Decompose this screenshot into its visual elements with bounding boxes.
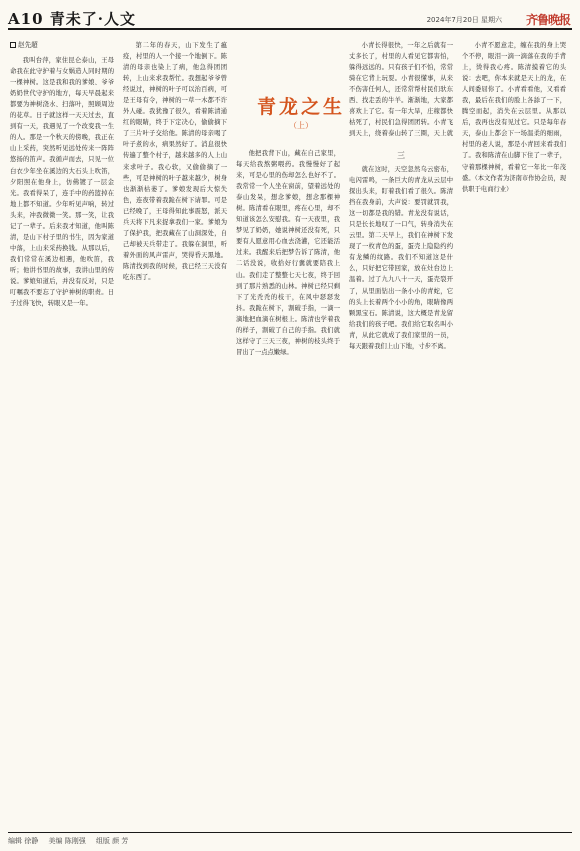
page-footer — [8, 832, 572, 846]
article-column-2 — [123, 40, 227, 828]
article-column-3 — [236, 148, 340, 828]
author-name: 赵先超 — [18, 41, 38, 49]
page-section-label — [8, 8, 136, 29]
design-credit: 美编 陈刚强 — [48, 837, 86, 845]
article-title-block — [231, 96, 371, 140]
section-number: 三 — [397, 151, 405, 160]
article-column-5 — [462, 40, 566, 828]
proof-credit: 组版 颜 芳 — [95, 837, 129, 845]
article-title: 青龙之生 — [256, 96, 345, 118]
editor-credit: 编辑 徐静 — [8, 837, 39, 845]
column-text: 他把我背下山，藏在自己家里，每天给我熬粥喂药。我慢慢好了起来，可是心里的伤却怎么也好不了。我常常一个人坐在窗前，望着远处的泰山发呆，想念爹娘，想念那棵神树。陈清看在眼里，疼在心里，却不知道该怎么安慰我。有一天夜里，我梦见了奶奶，她说神树还没有死，只要有人愿意用心血去浇灌，它还能活过来。我醒来后把梦告诉了陈清，他二话没说，收拾好行囊就要陪我上山。我们走了整整七天七夜，终于回到了那片熟悉的山林。神树已经只剩下了光秃秃的枝干，在风中瑟瑟发抖。我跪在树下，割破手指，一滴一滴地把血滴在树根上。陈清也学着我的样子，割破了自己的手指。我们就这样守了三天三夜，神树的枝头终于冒出了一点点嫩绿。 — [236, 150, 340, 356]
article-subtitle: （上） — [289, 121, 313, 130]
column-text: 小青长得很快，一年之后就有一丈多长了，村里的人看见它都害怕，躲得远远的。只有孩子们不怕，常常骑在它背上玩耍。小青很懂事，从来不伤害任何人，还常常帮村民们驮东西、找走丢的牛羊。渐渐地，大家都喜欢上了它。有一年大旱，庄稼都快枯死了，村民们急得团团转。小青飞到天上，绕着泰山转了三圈，天上就 — [349, 42, 453, 138]
issue-date: 2024年7月20日 星期六 — [426, 16, 502, 24]
section-name: 青未了·人文 — [49, 10, 136, 28]
article-column-4 — [349, 148, 453, 828]
newspaper-logo: 齐鲁晚报 — [525, 13, 570, 27]
column-text: 小青不愿意走，缠在我的身上哭个不停，眼泪一滴一滴落在我的手背上，烫得我心疼。陈清摸着它的头说：去吧，你本来就是天上的龙，在人间委屈你了。小青看看他，又看看我，最后在我们的脸上各舔了一下，腾空而起，消失在云层里。从那以后，我再也没有见过它。只是每年春天，泰山上都会下一场温柔的细雨，村里的老人说，那是小青回来看我们了。我和陈清在山脚下住了一辈子，守着那棵神树，看着它一年比一年茂盛。（本文作者为济南市作协会员，现供职于电商行业） — [462, 42, 566, 193]
column-text: 就在这时，天空忽然乌云密布，电闪雷鸣，一条巨大的青龙从云层中探出头来，盯着我们看了很久。陈清挡在我身前，大声说：要罚就罚我，这一切都是我的错。青龙没有说话，只是长长地叹了一口气，转身消失在云里。第二天早上，我们在神树下发现了一枚青色的蛋，蛋壳上隐隐约约有龙鳞的纹路。我们不知道这是什么，只好把它带回家，放在灶台边上温着。过了九九八十一天，蛋壳裂开了，从里面钻出一条小小的青蛇，它的头上长着两个小小的角，眼睛像两颗黑宝石。陈清说，这大概是青龙留给我们的孩子吧。我们给它取名叫小青，从此它就成了我们家里的一员，每天跟着我们上山下地，寸步不离。 — [349, 166, 453, 350]
column-text: 第二年的春天，山下发生了瘟疫，村里的人一个接一个地倒下。陈清的母亲也染上了病，他急得团团转，上山来求我帮忙。我想起爷爷曾经说过，神树的叶子可以治百病，可是王母有令，神树的一草一木都不许外人碰。我犹豫了很久，看着陈清通红的眼睛，终于下定决心，偷偷摘下了三片叶子交给他。陈清的母亲喝了叶子煮的水，病果然好了。消息很快传遍了整个村子，越来越多的人上山来求叶子。我心软，又偷偷摘了一些，可是神树的叶子越来越少，树身也渐渐枯萎了。爹娘发现后大惊失色，连夜带着我跪在树下请罪。可是已经晚了，王母得知此事震怒，派天兵天将下凡来捉拿我们一家。爹娘为了保护我，把我藏在了山洞深处，自己却被天兵带走了。我躲在洞里，听着外面的风声雷声，哭得昏天黑地。陈清找到我的时候，我已经三天没有吃东西了。 — [123, 42, 227, 281]
page-header — [8, 8, 572, 30]
byline — [10, 40, 114, 51]
column-text: 我叫台萍，家住昆仑泰山，王母命我在此守护着与女娲造人同时期的一棵神树。这是我和我的爹娘、爷爷奶奶世代守护的地方，每天早晨起来都要为神树浇水、扫落叶，照顾周边的花草。日子就这样一天天过去，直到有一天，我遇见了一个改变我一生的人。那是一个秋天的傍晚，我正在山上采药，突然听见远处传来一阵阵悠扬的笛声。我循声而去，只见一位白衣少年坐在溪边的大石头上吹笛，夕阳照在他身上，仿佛镀了一层金光。我看得呆了，连手中的药篮掉在地上都不知道。少年听见声响，转过头来，冲我微微一笑。那一笑，让我记了一辈子。后来我才知道，他叫陈清，是山下村子里的书生，因为家道中落，上山来采药换钱。从那以后，我们常常在溪边相遇，他吹笛，我听；他讲书里的故事，我讲山里的传说。爹娘知道后，并没有反对，只是叮嘱我不要忘了守护神树的职责。日子过得飞快，转眼又是一年。 — [10, 57, 114, 308]
page-number: A10 — [8, 10, 44, 28]
byline-box-icon — [10, 42, 16, 48]
article-column-1 — [10, 40, 114, 828]
